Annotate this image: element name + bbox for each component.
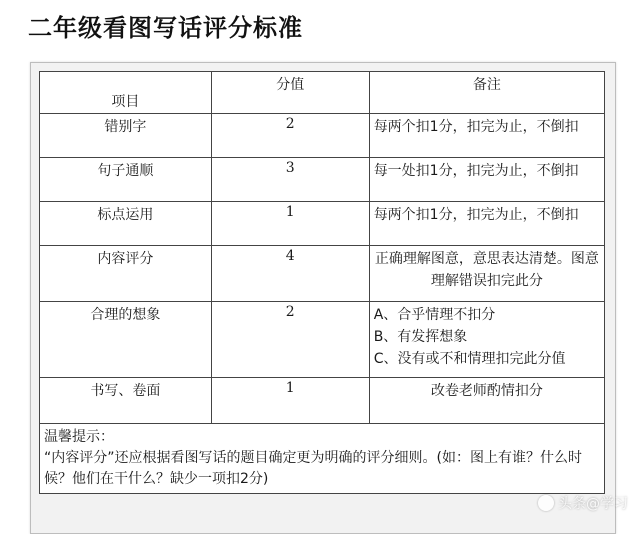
header-item: 项目	[40, 72, 212, 114]
row-note	[369, 302, 604, 378]
watermark-logo-icon	[538, 495, 554, 511]
row-item: 内容评分	[40, 246, 212, 302]
row-score: 2	[211, 114, 369, 158]
row-note: 改卷老师酌情扣分	[369, 378, 604, 424]
table-header-row	[40, 72, 605, 114]
table-row	[40, 378, 605, 424]
table-row	[40, 202, 605, 246]
note-line: B、有发挥想象	[373, 329, 468, 345]
row-score: 1	[211, 378, 369, 424]
header-note: 备注	[369, 72, 604, 114]
row-item: 标点运用	[40, 202, 212, 246]
page-title: 二年级看图写话评分标准	[28, 14, 303, 42]
scoring-sheet	[30, 62, 616, 534]
row-score: 1	[211, 202, 369, 246]
table-row	[40, 114, 605, 158]
row-note: 每两个扣1分，扣完为止，不倒扣	[369, 114, 604, 158]
tip-title: 温馨提示：	[44, 429, 114, 445]
row-item: 合理的想象	[40, 302, 212, 378]
tip-text: “内容评分”还应根据看图写话的题目确定更为明确的评分细则。(如：图上有谁？什么时候？他们在干什么？缺少一项扣2分)	[44, 450, 582, 487]
row-item: 句子通顺	[40, 158, 212, 202]
table-row	[40, 158, 605, 202]
row-score: 2	[211, 302, 369, 378]
header-score: 分值	[211, 72, 369, 114]
watermark	[538, 493, 628, 513]
watermark-text: 头条@学习	[558, 496, 628, 512]
note-line: C、没有或不和情理扣完此分值	[373, 351, 566, 367]
table-row	[40, 246, 605, 302]
note-line: A、合乎情理不扣分	[373, 307, 496, 323]
scoring-table	[39, 71, 605, 494]
row-note: 每一处扣1分，扣完为止，不倒扣	[369, 158, 604, 202]
tip-cell	[40, 424, 605, 494]
row-score: 4	[211, 246, 369, 302]
row-item: 书写、卷面	[40, 378, 212, 424]
row-item: 错别字	[40, 114, 212, 158]
tip-row	[40, 424, 605, 494]
row-note: 每两个扣1分，扣完为止，不倒扣	[369, 202, 604, 246]
row-score: 3	[211, 158, 369, 202]
row-note: 正确理解图意，意思表达清楚。图意理解错误扣完此分	[369, 246, 604, 302]
table-row	[40, 302, 605, 378]
